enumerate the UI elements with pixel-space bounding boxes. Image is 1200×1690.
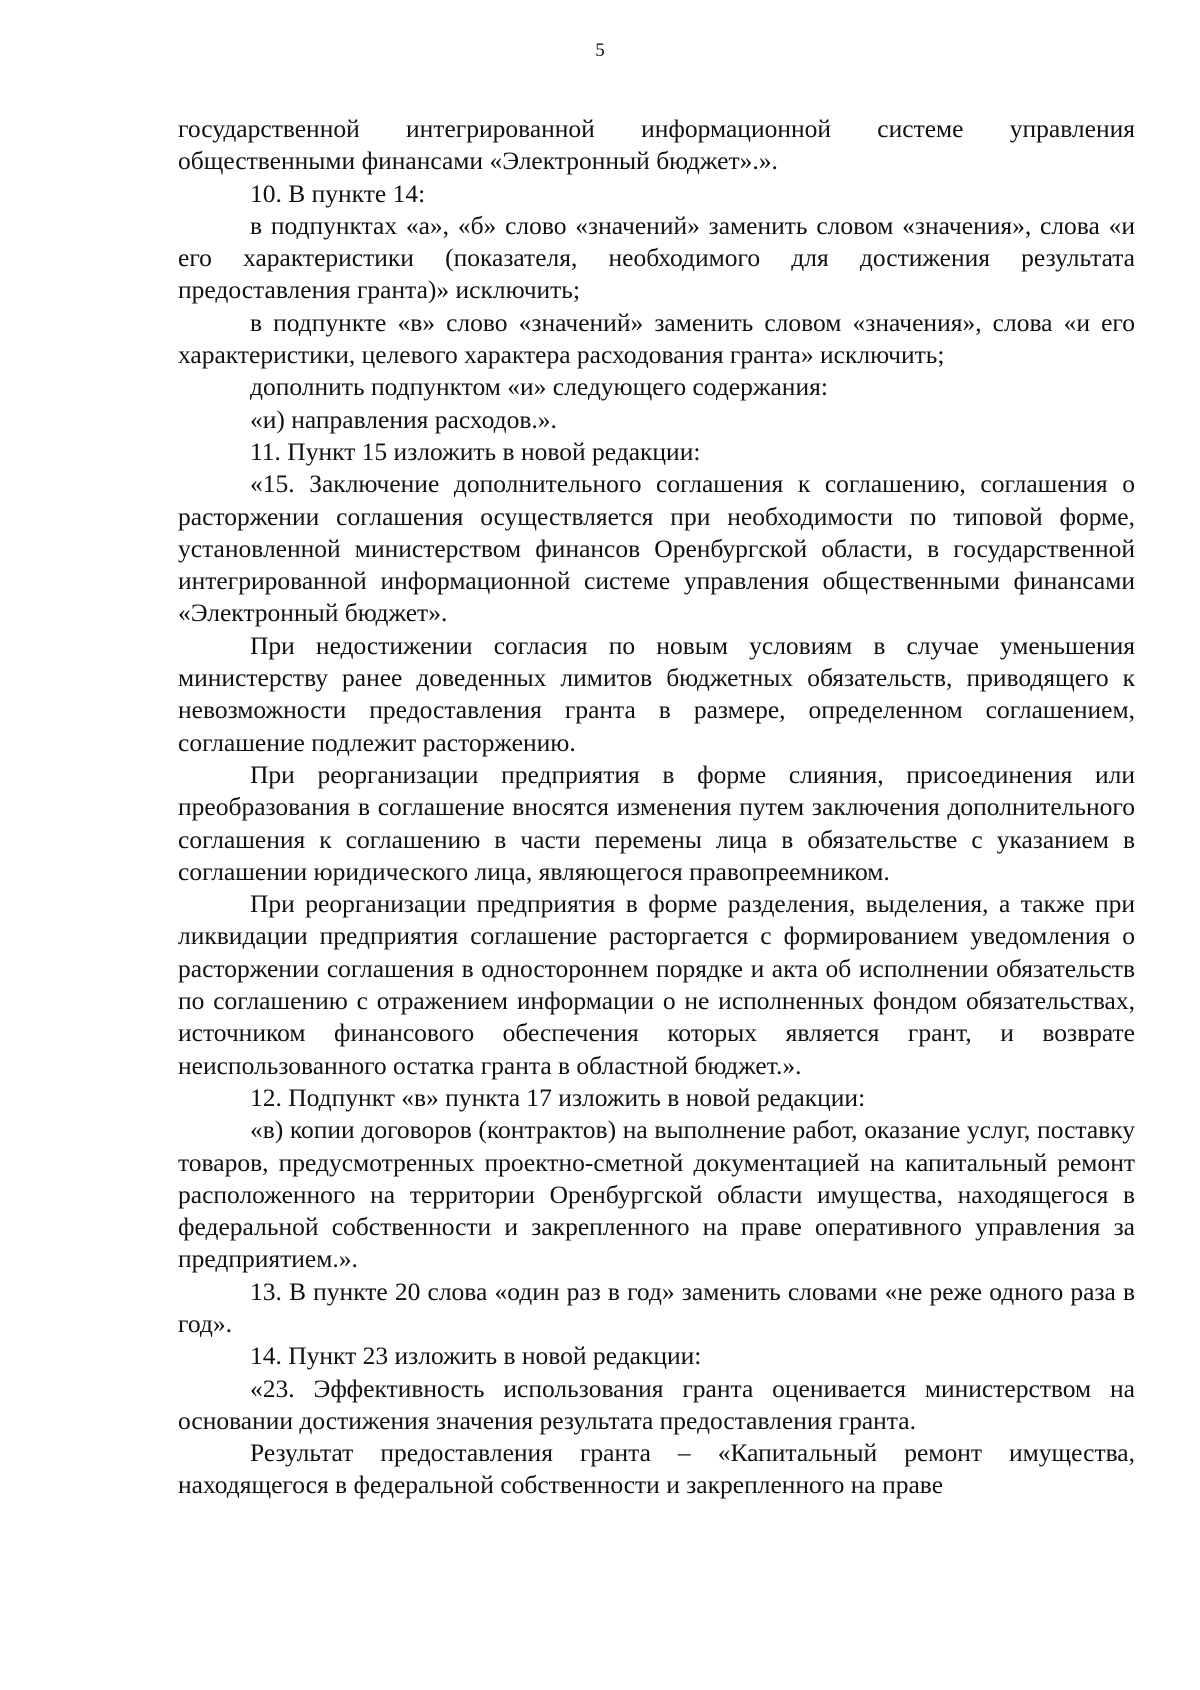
- document-body: [178, 113, 1135, 1502]
- paragraph: в подпункте «в» слово «значений» заменить словом «значения», слова «и его характеристики, целевого характера расходования гранта» исключить;: [178, 307, 1135, 370]
- page-number: 5: [595, 40, 605, 61]
- paragraph: 14. Пункт 23 изложить в новой редакции:: [250, 1341, 702, 1371]
- paragraph: 13. В пункте 20 слова «один раз в год» заменить словами «не реже одного раза в год».: [178, 1276, 1135, 1338]
- paragraph: При реорганизации предприятия в форме разделения, выделения, а также при ликвидации предприятия соглашение расторгается с формированием уведомления о расторжении соглашения в одностороннем порядке и акта об исполнении обязательств по соглашению с отражением информации о не исполненных фондом обязательствах, источником финансового обеспечения которых является грант, и возврате неиспользованного остатка гранта в областной бюджет.».: [178, 889, 1135, 1080]
- paragraph: 11. Пункт 15 изложить в новой редакции:: [250, 436, 701, 466]
- paragraph: Результат предоставления гранта – «Капитальный ремонт имущества, находящегося в федеральной собственности и закрепленного на праве: [178, 1438, 1135, 1500]
- paragraph: «15. Заключение дополнительного соглашения к соглашению, соглашения о расторжении соглашения осуществляется при необходимости по типовой форме, установленной министерством финансов Оренбургской области, в государственной интегрированной информационной системе управления общественными финансами «Электронный бюджет».: [178, 469, 1135, 628]
- paragraph: 12. Подпункт «в» пункта 17 изложить в новой редакции:: [250, 1082, 866, 1112]
- paragraph: «в) копии договоров (контрактов) на выполнение работ, оказание услуг, поставку товаров, предусмотренных проектно-сметной документацией на капитальный ремонт расположенного на территории Оренбургской области имущества, находящегося в федеральной собственности и закрепленного на праве оперативного управления за предприятием.».: [178, 1115, 1135, 1274]
- paragraph: 10. В пункте 14:: [250, 178, 426, 208]
- paragraph: государственной интегрированной информационной системе управления общественными финансами «Электронный бюджет».».: [178, 114, 1135, 176]
- paragraph: При реорганизации предприятия в форме слияния, присоединения или преобразования в соглашение вносятся изменения путем заключения дополнительного соглашения к соглашению в части перемены лица в обязательстве с указанием в соглашении юридического лица, являющегося правопреемником.: [178, 759, 1135, 886]
- paragraph: в подпунктах «а», «б» слово «значений» заменить словом «значения», слова «и его характеристики (показателя, необходимого для достижения результата предоставления гранта)» исключить;: [178, 210, 1135, 305]
- paragraph: «и) направления расходов.».: [250, 404, 557, 434]
- paragraph: дополнить подпунктом «и» следующего содержания:: [250, 372, 828, 402]
- paragraph: При недостижении согласия по новым условиям в случае уменьшения министерству ранее доведенных лимитов бюджетных обязательств, приводящего к невозможности предоставления гранта в размере, определенном соглашением, соглашение подлежит расторжению.: [178, 630, 1135, 757]
- paragraph: «23. Эффективность использования гранта оценивается министерством на основании достижения значения результата предоставления гранта.: [178, 1373, 1135, 1435]
